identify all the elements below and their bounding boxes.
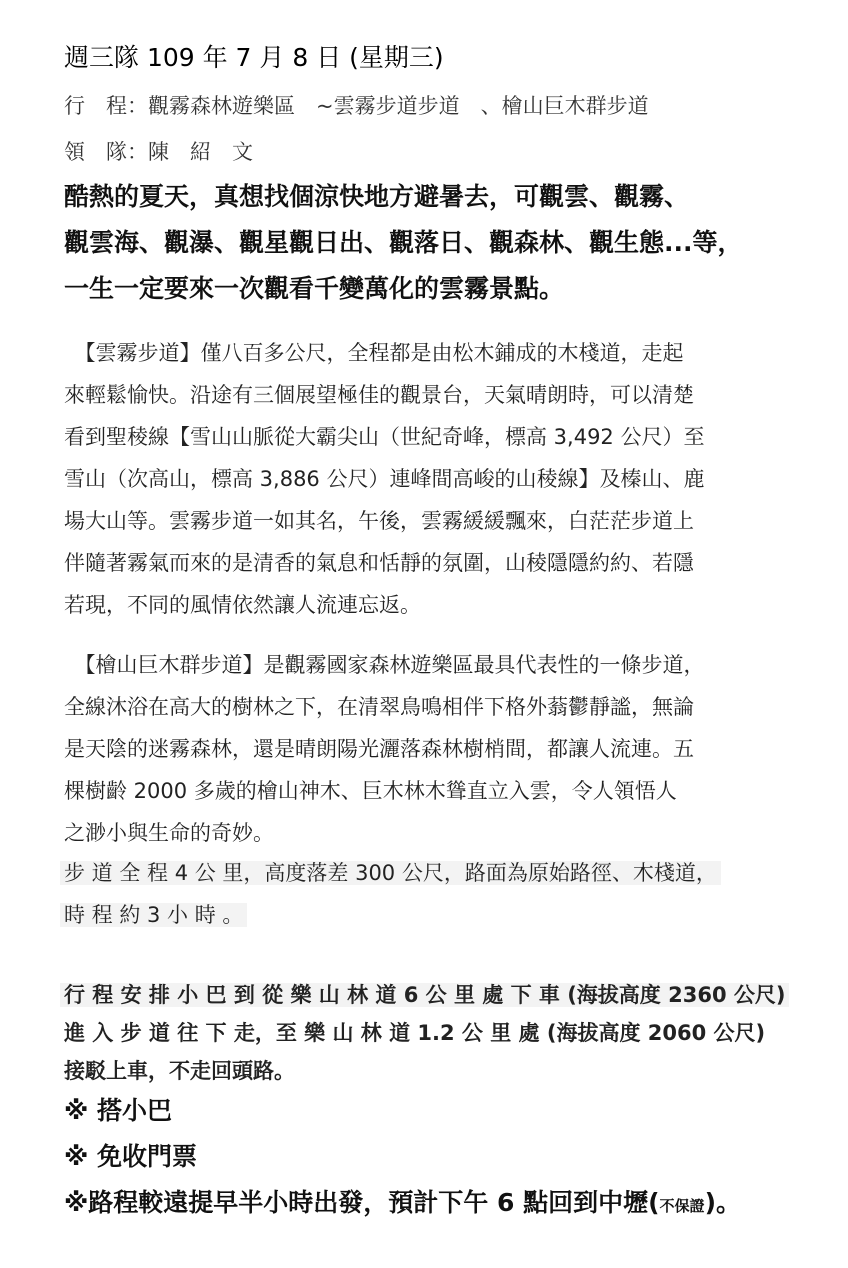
paragraph-line: 【檜山巨木群步道】是觀霧國家森林遊樂區最具代表性的一條步道， (64, 653, 705, 677)
paragraph-line: 看到聖稜線【雪山山脈從大霸尖山（世紀奇峰，標高 3,492 公尺）至 (64, 425, 705, 449)
arrangement-text: 行 程 安 排 小 巴 到 從 樂 山 林 道 6 公 里 處 下 車 (海拔高度 2360 公尺) (60, 983, 789, 1007)
paragraph-line: 來輕鬆愉快。沿途有三個展望極佳的觀景台，天氣晴朗時，可以清楚 (64, 383, 694, 407)
paragraph-line: 棵樹齡 2000 多歲的檜山神木、巨木林木聳直立入雲，令人領悟人 (64, 779, 677, 803)
note-departure (64, 1180, 741, 1229)
arrangement-line: 接駁上車，不走回頭路。 (64, 1059, 295, 1083)
trail-info-text: 步 道 全 程 4 公 里，高度落差 300 公尺，路面為原始路徑、木棧道， (60, 861, 721, 885)
paragraph-line: 全線沐浴在高大的樹林之下，在清翠鳥鳴相伴下格外蓊鬱靜謐，無論 (64, 695, 694, 719)
note-bus: ※ 搭小巴 (64, 1096, 173, 1125)
note-ticket: ※ 免收門票 (64, 1142, 198, 1171)
leader-line: 領 隊：陳 紹 文 (64, 140, 253, 164)
trail-info-line (64, 894, 247, 936)
note-departure-end: )。 (704, 1188, 741, 1217)
intro-line: 觀雲海、觀瀑、觀星觀日出、觀落日、觀森林、觀生態...等， (64, 228, 743, 257)
page-title: 週三隊 109 年 7 月 8 日 (星期三) (64, 43, 444, 72)
trail-info-text: 時 程 約 3 小 時 。 (60, 903, 247, 927)
paragraph-line: 場大山等。雲霧步道一如其名，午後，雲霧緩緩飄來，白茫茫步道上 (64, 509, 694, 533)
note-departure-text: ※路程較遠提早半小時出發，預計下午 6 點回到中壢( (64, 1188, 660, 1217)
intro-line: 酷熱的夏天，真想找個涼快地方避暑去，可觀雲、觀霧、 (64, 182, 690, 211)
arrangement-line (64, 974, 789, 1016)
paragraph-line: 之渺小與生命的奇妙。 (64, 821, 274, 845)
trail-info-line (64, 852, 721, 894)
paragraph-line: 若現，不同的風情依然讓人流連忘返。 (64, 593, 421, 617)
paragraph-line: 【雲霧步道】僅八百多公尺，全程都是由松木鋪成的木棧道，走起 (64, 341, 684, 365)
paragraph-line: 是天陰的迷霧森林，還是晴朗陽光灑落森林樹梢間，都讓人流連。五 (64, 737, 694, 761)
itinerary-line: 行 程：觀霧森林遊樂區 ~雲霧步道步道 、檜山巨木群步道 (64, 94, 649, 118)
intro-line: 一生一定要來一次觀看千變萬化的雲霧景點。 (64, 274, 565, 303)
arrangement-line: 進 入 步 道 往 下 走，至 樂 山 林 道 1.2 公 里 處 (海拔高度 2060 公尺) (64, 1021, 766, 1045)
note-disclaimer: 不保證 (659, 1197, 705, 1215)
paragraph-line: 伴隨著霧氣而來的是清香的氣息和恬靜的氛圍，山稜隱隱約約、若隱 (64, 551, 694, 575)
paragraph-line: 雪山（次高山，標高 3,886 公尺）連峰間高峻的山稜線】及榛山、鹿 (64, 467, 705, 491)
